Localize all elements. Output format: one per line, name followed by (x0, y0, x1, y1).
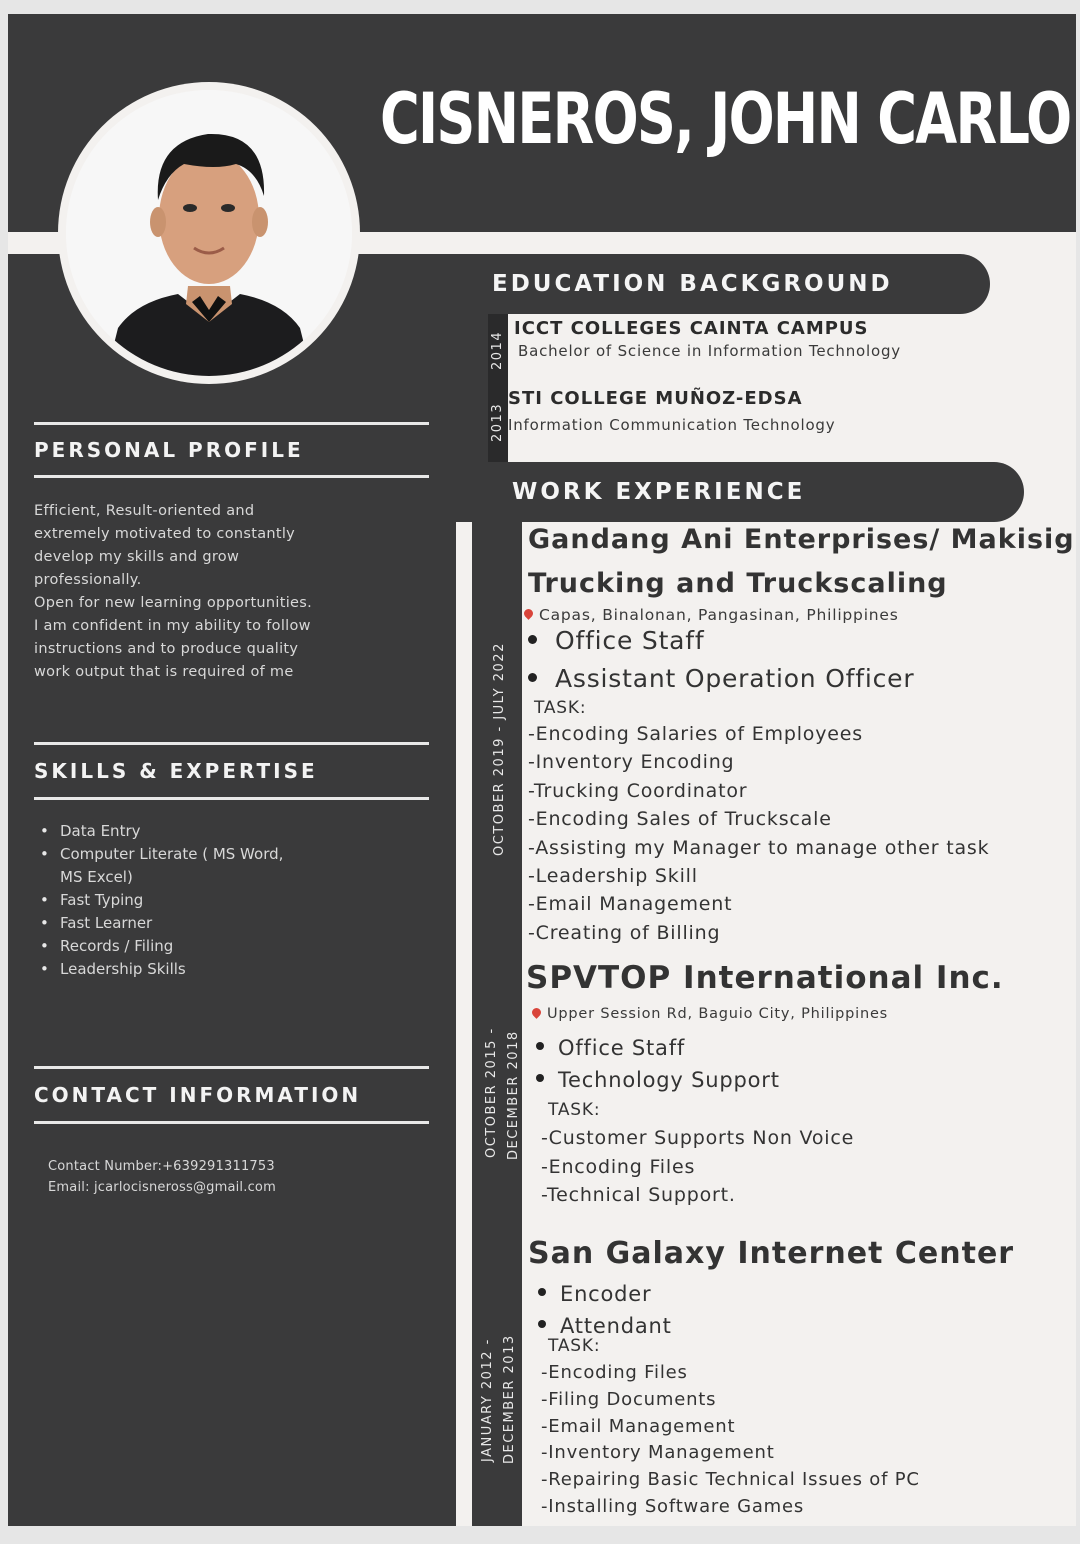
skill-item: • Records / Filing (38, 935, 358, 958)
skill-item: • Data Entry (38, 820, 358, 843)
task-item: -Installing Software Games (541, 1495, 805, 1517)
education-degree: Bachelor of Science in Information Technology (518, 342, 901, 360)
job-role: Office Staff (528, 626, 705, 655)
company-name: San Galaxy Internet Center (528, 1236, 1015, 1271)
work-experience-heading: WORK EXPERIENCE (456, 462, 1024, 522)
task-item: -Encoding Salaries of Employees (528, 723, 863, 745)
personal-profile-text (34, 500, 354, 684)
task-item: -Encoding Sales of Truckscale (528, 808, 832, 831)
job-role: Attendant (538, 1314, 672, 1338)
profile-line: I am confident in my ability to follow (34, 618, 311, 634)
task-item: -Filing Documents (541, 1388, 717, 1410)
contact-number: Contact Number:+639291311753 (48, 1159, 275, 1174)
task-label: TASK: (534, 698, 587, 718)
contact-email: Email: jcarlocisneross@gmail.com (48, 1180, 276, 1195)
profile-line: professionally. (34, 572, 142, 588)
job-date: DECEMBER 2018 (506, 1030, 521, 1160)
bullet-icon (536, 1042, 544, 1050)
education-heading: EDUCATION BACKGROUND (456, 254, 990, 314)
job-date: OCTOBER 2015 - (484, 1027, 499, 1158)
contact-info (48, 1156, 276, 1198)
education-year: 2014 (490, 330, 505, 370)
job-location: Upper Session Rd, Baguio City, Philippines (532, 1006, 888, 1022)
skill-item: • Leadership Skills (38, 958, 358, 981)
task-item: -Assisting my Manager to manage other task (528, 836, 990, 859)
location-pin-icon (530, 1006, 543, 1019)
job-date: DECEMBER 2013 (502, 1334, 517, 1464)
task-item: -Encoding Files (541, 1362, 688, 1383)
task-item: -Creating of Billing (528, 921, 721, 944)
profile-line: instructions and to produce quality (34, 641, 299, 657)
job-role: Encoder (538, 1282, 651, 1306)
bullet-icon (538, 1288, 546, 1296)
task-item: -Leadership Skill (528, 865, 698, 888)
candidate-name: CISNEROS, JOHN CARLO (380, 78, 1071, 160)
task-item: -Trucking Coordinator (528, 779, 748, 802)
profile-line: develop my skills and grow (34, 549, 240, 565)
task-item: -Technical Support. (541, 1184, 736, 1207)
task-item: -Inventory Encoding (528, 751, 735, 774)
task-item: -Email Management (528, 893, 733, 916)
resume-page (8, 14, 1076, 1526)
bullet-icon (528, 673, 537, 682)
skill-item: • Computer Literate ( MS Word, MS Excel) (38, 843, 358, 889)
skills-list (38, 820, 358, 981)
bullet-icon (536, 1074, 544, 1082)
skill-item-continuation: MS Excel) (60, 868, 133, 886)
education-degree: Information Communication Technology (508, 416, 836, 434)
contact-heading: CONTACT INFORMATION (34, 1066, 429, 1124)
task-list (541, 1360, 920, 1521)
task-item: -Repairing Basic Technical Issues of PC (541, 1469, 920, 1491)
profile-line: extremely motivated to constantly (34, 526, 296, 542)
profile-line: work output that is required of me (34, 664, 294, 680)
company-name: Trucking and Truckscaling (528, 568, 948, 599)
location-pin-icon (522, 607, 535, 620)
bullet-icon (528, 635, 537, 644)
skill-item: • Fast Learner (38, 912, 358, 935)
job-date: OCTOBER 2019 - JULY 2022 (492, 642, 507, 856)
education-school: ICCT COLLEGES CAINTA CAMPUS (514, 318, 869, 339)
job-role: Office Staff (536, 1036, 685, 1060)
education-school: STI COLLEGE MUÑOZ-EDSA (508, 388, 803, 409)
task-label: TASK: (548, 1100, 601, 1120)
company-name: Gandang Ani Enterprises/ Makisig (528, 524, 1075, 555)
task-list (528, 720, 989, 947)
task-item: -Customer Supports Non Voice (541, 1127, 855, 1149)
personal-profile-heading: PERSONAL PROFILE (34, 422, 429, 478)
bullet-icon (538, 1320, 546, 1328)
job-date: JANUARY 2012 - (480, 1338, 495, 1462)
profile-line: Efficient, Result-oriented and (34, 503, 255, 519)
job-role: Assistant Operation Officer (528, 664, 914, 693)
profile-photo (66, 90, 352, 376)
job-location: Capas, Binalonan, Pangasinan, Philippines (524, 606, 899, 624)
task-item: -Inventory Management (541, 1442, 775, 1464)
job-role: Technology Support (536, 1068, 780, 1092)
task-item: -Email Management (541, 1415, 736, 1437)
skill-item: • Fast Typing (38, 889, 358, 912)
task-label: TASK: (548, 1336, 601, 1356)
task-item: -Encoding Files (541, 1155, 696, 1178)
skills-heading: SKILLS & EXPERTISE (34, 742, 429, 800)
task-list (541, 1124, 854, 1210)
profile-line: Open for new learning opportunities. (34, 595, 313, 611)
education-year: 2013 (490, 402, 505, 442)
company-name: SPVTOP International Inc. (526, 960, 1004, 996)
